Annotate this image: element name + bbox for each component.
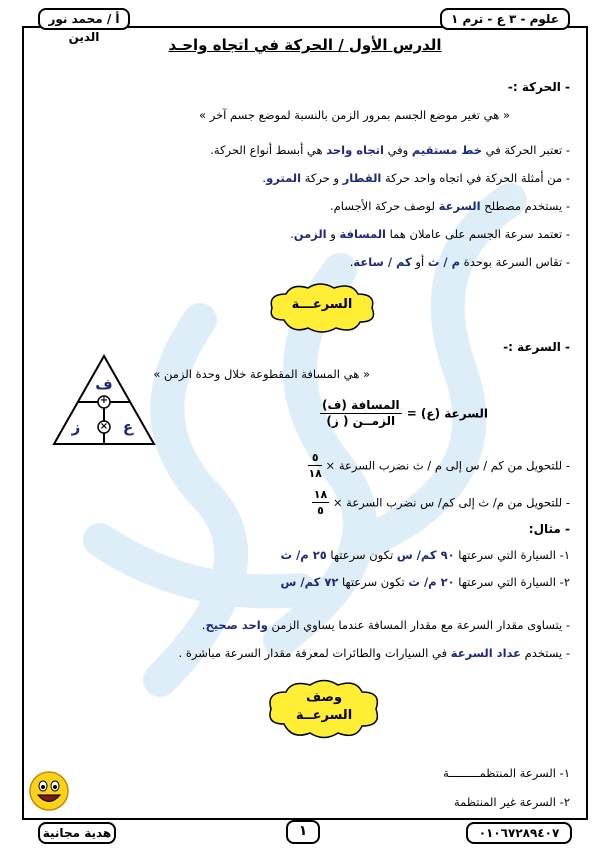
fraction-numerator: ١٨ (313, 488, 328, 501)
conversion-fraction (312, 487, 329, 518)
bold-term: ٢٥ م/ ث (280, 548, 327, 562)
text: - تقاس السرعة بوحدة (460, 255, 570, 269)
formula-denominator: الزمــن ( ز) (326, 414, 396, 428)
bold-term: المترو (266, 171, 302, 185)
bold-term: كم / ساعة (353, 255, 412, 269)
header-author-tag: أ / محمد نور الدين (38, 8, 130, 30)
bold-term: م / ث (427, 255, 461, 269)
text: . (201, 618, 206, 632)
speed-cloud (262, 280, 382, 336)
footer-gift-tag: هدية مجانية (38, 822, 116, 844)
formula-lhs: السرعة (ع) = (406, 406, 489, 421)
conversion-fraction (308, 450, 321, 481)
conversion-kmh-to-ms (308, 450, 570, 481)
text: لوصف حركة الأجسام. (330, 199, 439, 213)
example-1 (281, 548, 570, 562)
triangle-speed: ع (122, 418, 134, 436)
conversion-ms-to-kmh (312, 487, 570, 518)
speed-definition: « هي المسافة المقطوعة خلال وحدة الزمن » (153, 367, 370, 381)
text: - يستخدم مصطلح (480, 199, 570, 213)
formula-fraction (320, 398, 402, 429)
cloud-label-line-1: وصف (305, 690, 343, 705)
speed-type-1: ١- السرعة المنتظمـــــــــة (443, 766, 570, 780)
triangle-distance: ف (95, 375, 113, 393)
bold-term: عداد السرعة (450, 646, 522, 660)
text: تكون سرعتها (338, 575, 409, 589)
text: و حركة (301, 171, 343, 185)
speed-heading: - السرعة :- (503, 340, 570, 354)
footer-phone: ٠١٠٦٧٢٨٩٤٠٧ (466, 822, 572, 844)
bold-term: واحد صحيح (205, 618, 268, 632)
text: - للتحويل من كم / س إلى م / ث نضرب السرعة × (325, 458, 570, 473)
smiley-face-icon (28, 770, 70, 812)
triangle-plus: + (99, 395, 109, 406)
example-2 (281, 575, 570, 589)
formula-numerator: المسافة (ف) (322, 398, 400, 412)
text: ٢- السيارة التي سرعتها (454, 575, 570, 589)
text: - تعتمد سرعة الجسم على عاملان هما (386, 227, 570, 241)
text: أو (411, 255, 428, 269)
page-title: الدرس الأول / الحركة في اتجاه واحـد (168, 36, 442, 54)
text: ١- السيارة التي سرعتها (454, 548, 570, 562)
bold-term: المسافة (339, 227, 386, 241)
motion-point-3 (330, 199, 570, 213)
motion-point-5 (350, 255, 570, 269)
cloud-label-line-2: السرعــة (295, 708, 353, 723)
text: في السيارات والطائرات لمعرفة مقدار السرعة مباشرة . (178, 646, 451, 660)
note-2 (179, 646, 570, 660)
motion-point-2 (262, 171, 570, 185)
bold-term: اتجاه واحد (326, 143, 384, 157)
text: و (326, 227, 340, 241)
motion-point-4 (290, 227, 570, 241)
motion-heading: - الحركة :- (507, 80, 570, 94)
text: . (290, 227, 294, 241)
bold-term: ٢٠ م/ ث (408, 575, 455, 589)
bold-term: السرعة (438, 199, 481, 213)
text: - يستخدم (521, 646, 570, 660)
triangle-time: ز (71, 418, 81, 436)
text: . (262, 171, 267, 185)
text: - يتساوى مقدار السرعة مع مقدار المسافة عندما يساوي الزمن (267, 618, 570, 632)
fraction-numerator: ٥ (308, 450, 321, 466)
motion-definition: « هي تغير موضع الجسم بمرور الزمن بالنسبة لموضع جسم آخر » (199, 108, 510, 122)
page-number: ١ (286, 820, 320, 844)
text: - للتحويل من م/ ث إلى كم/ س نضرب السرعة × (332, 495, 570, 510)
speed-type-2: ٢- السرعة غير المنتظمة (454, 795, 570, 809)
speed-formula (320, 398, 488, 429)
triangle-times: × (99, 421, 109, 432)
speed-cloud-label: السرعـــة (291, 297, 353, 312)
speed-description-cloud (262, 676, 386, 742)
fraction-denominator: ٥ (317, 504, 324, 517)
bold-term: ٩٠ كم/ س (396, 548, 455, 562)
example-heading: - مثال: (528, 522, 570, 536)
note-1 (202, 618, 570, 632)
text: هي أبسط أنواع الحركة. (210, 143, 327, 157)
header-subject-tag: علوم - ٣ ع - ترم ١ (440, 8, 570, 30)
bold-term: القطار (342, 171, 382, 185)
motion-point-1 (210, 143, 570, 157)
fraction-denominator: ١٨ (308, 467, 322, 480)
text: وفي (383, 143, 412, 157)
text: - تعتبر الحركة في (482, 143, 570, 157)
bold-term: الزمن (293, 227, 327, 241)
text: - من أمثلة الحركة في اتجاه واحد حركة (381, 171, 570, 185)
text: تكون سرعتها (326, 548, 397, 562)
bold-term: ٧٢ كم/ س (280, 575, 339, 589)
text: . (349, 255, 354, 269)
bold-term: خط مستقيم (411, 143, 482, 157)
